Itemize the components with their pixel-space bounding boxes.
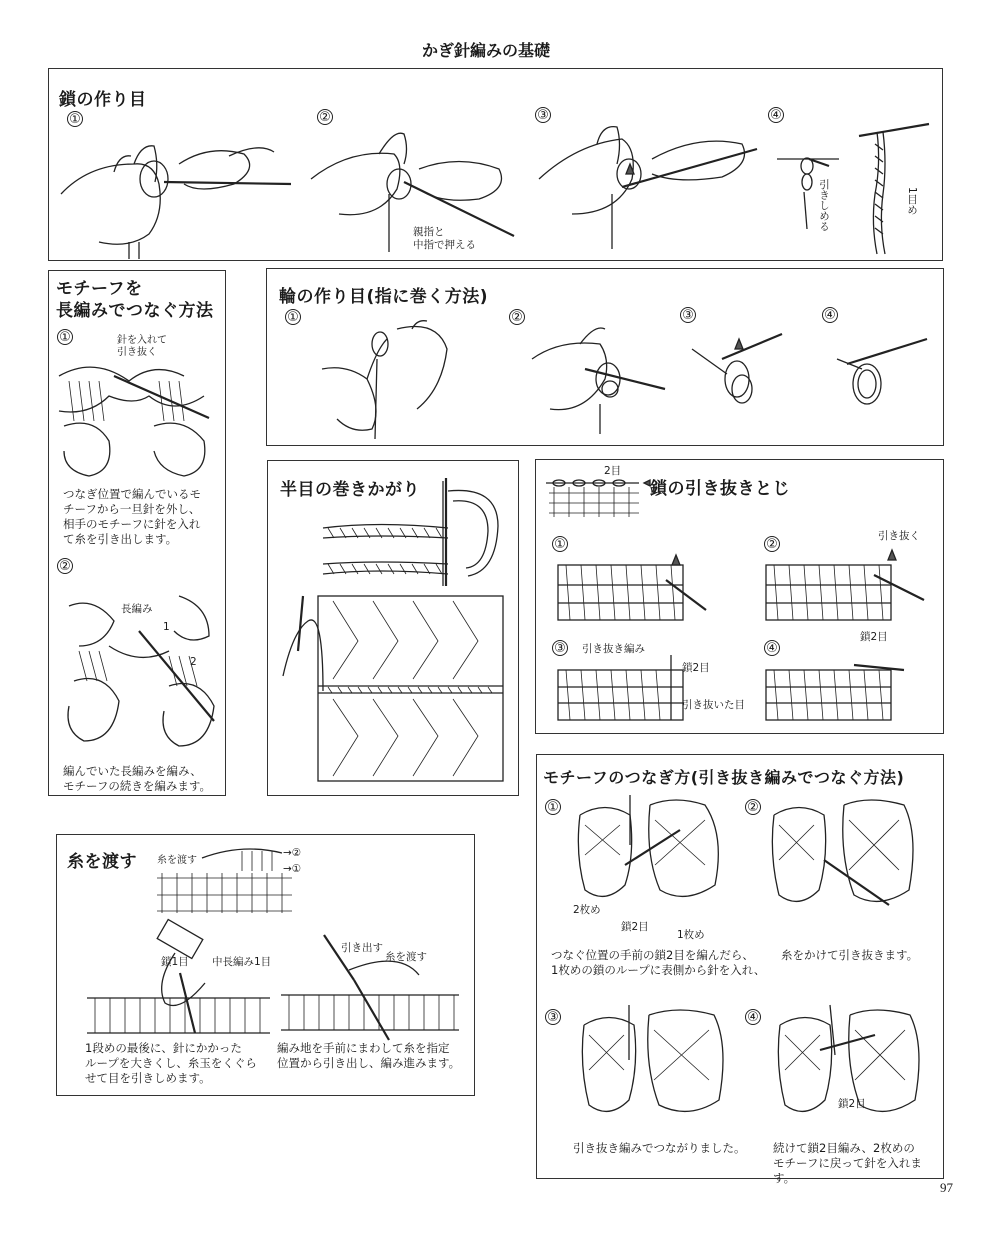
motif-dc-insert-label: 針を入れて 引き抜く (117, 335, 167, 358)
ring-step-3: ③ (680, 307, 696, 323)
carry-stitch-chart (152, 843, 292, 913)
slip-join-illustration-3 (556, 655, 716, 725)
slip-join-ch2-label-b: 鎖2目 (682, 662, 710, 674)
slip-join-slip-label: 引き抜き編み (582, 643, 645, 655)
slip-join-step-3: ③ (552, 640, 568, 656)
chain-step-4: ④ (768, 107, 784, 123)
motif-slip-step-1: ① (545, 799, 561, 815)
chain-note-thumb: 親指と 中指で押える (413, 226, 476, 251)
carry-ch1-label: 鎖1目 (161, 956, 189, 968)
slip-join-step-1: ① (552, 536, 568, 552)
motif-slip-caption-2: 糸をかけて引き抜きます。 (781, 948, 919, 962)
carry-carry2-label: 糸を渡す (385, 951, 427, 963)
whip-stitch-section (267, 460, 519, 796)
ring-illustration-3 (687, 329, 797, 414)
motif-dc-caption-1: つなぎ位置で編んでいるモ チーフから一旦針を外し、 相手のモチーフに針を入れ て糸を引き出します。 (63, 487, 201, 546)
slip-join-2st-label: 2目 (604, 465, 622, 477)
hand-hook-illustration-1 (59, 124, 299, 259)
motif-dc-step-2: ② (57, 558, 73, 574)
motif-dc-illustration-2 (59, 591, 219, 761)
carry-yarn-section (56, 834, 475, 1096)
ring-illustration-1 (317, 309, 467, 439)
carry-illustration-1 (85, 923, 275, 1038)
motif-dc-illustration-1 (54, 356, 219, 481)
ring-start-title: 輪の作り目(指に巻く方法) (279, 287, 489, 307)
chain-step-2: ② (317, 109, 333, 125)
chain-step-3: ③ (535, 107, 551, 123)
motif-slip-illustration-1 (575, 795, 725, 910)
slip-join-title: 鎖の引き抜きとじ (650, 479, 790, 499)
slip-join-step-2: ② (764, 536, 780, 552)
slip-join-section (535, 459, 944, 734)
whip-stitch-title: 半目の巻きかがり (280, 480, 420, 500)
motif-slip-step-2: ② (745, 799, 761, 815)
motif-dc-caption-2: 編んでいた長編みを編み、 モチーフの続きを編みます。 (63, 764, 212, 793)
motif-slip-step-3: ③ (545, 1009, 561, 1025)
motif-slip-1st-label: 1枚め (677, 929, 705, 941)
motif-dc-step-1: ① (57, 329, 73, 345)
whip-stitch-illustration-bottom (278, 591, 513, 786)
carry-yarn-title: 糸を渡す (67, 852, 137, 872)
hand-hook-illustration-3 (537, 119, 762, 249)
slip-join-pulled-label: 引き抜いた目 (682, 699, 745, 711)
ring-step-2: ② (509, 309, 525, 325)
chain-start-title: 鎖の作り目 (59, 90, 147, 110)
ring-start-section (266, 268, 944, 446)
chain-pull-illustration (769, 104, 939, 254)
motif-slip-ch2-label: 鎖2目 (621, 921, 649, 933)
slip-join-chart (544, 475, 654, 525)
motif-slip-illustration-3 (579, 1005, 729, 1130)
ring-illustration-2 (530, 319, 670, 434)
motif-slip-caption-4: 続けて鎖2目編み、2枚めの モチーフに戻って針を入れます。 (773, 1141, 922, 1185)
ring-step-1: ① (285, 309, 301, 325)
motif-slip-ch2-label-b: 鎖2目 (838, 1098, 866, 1110)
carry-caption-2: 編み地を手前にまわして糸を指定 位置から引き出し、編み進みます。 (277, 1041, 461, 1070)
carry-pullout-label: 引き出す (341, 942, 383, 954)
carry-hdc-label: 中長編み1目 (212, 956, 272, 968)
slip-join-ch2-label-c: 鎖2目 (860, 631, 888, 643)
motif-slip-illustration-4 (775, 1005, 930, 1130)
motif-slip-section (536, 754, 944, 1185)
chain-pull-tight-label: 引きしめる (818, 179, 830, 232)
slip-join-illustration-1 (556, 555, 716, 625)
chain-step-1: ① (67, 111, 83, 127)
page-title: かぎ針編みの基礎 (422, 41, 551, 60)
carry-row2-label: →② (283, 847, 302, 859)
motif-dc-dc-label: 長編み (121, 603, 153, 615)
whip-stitch-illustration-top (318, 476, 508, 576)
motif-dc-title: モチーフを 長編みでつなぐ方法 (56, 279, 214, 321)
motif-slip-illustration-2 (769, 795, 924, 920)
chain-start-section (48, 68, 943, 261)
motif-dc-section (48, 270, 226, 796)
carry-caption-1: 1段めの最後に、針にかかった ループを大きくし、糸玉をくぐら せて目を引きしめます。 (85, 1041, 257, 1085)
carry-chart-label: 糸を渡す (157, 855, 197, 866)
motif-dc-num-1: 1 (163, 621, 170, 633)
slip-join-illustration-4 (764, 655, 934, 725)
motif-slip-caption-1: つなぐ位置の手前の鎖2目を編んだら、 1枚めの鎖のループに表側から針を入れ、 (551, 948, 766, 977)
slip-join-illustration-2 (764, 555, 934, 625)
motif-dc-num-2: 2 (190, 656, 197, 668)
chain-first-stitch-label: 1目め (906, 187, 918, 215)
motif-slip-step-4: ④ (745, 1009, 761, 1025)
slip-join-step-4: ④ (764, 640, 780, 656)
carry-row1-label: →① (283, 863, 302, 875)
slip-join-pull-label: 引き抜く (878, 530, 920, 542)
page-number: 97 (940, 1180, 953, 1195)
motif-slip-2nd-label: 2枚め (573, 904, 601, 916)
motif-slip-caption-3: 引き抜き編みでつながりました。 (573, 1141, 746, 1155)
motif-slip-title: モチーフのつなぎ方(引き抜き編みでつなぐ方法) (543, 768, 905, 787)
ring-step-4: ④ (822, 307, 838, 323)
carry-illustration-2 (279, 930, 464, 1045)
ring-illustration-4 (832, 329, 942, 414)
